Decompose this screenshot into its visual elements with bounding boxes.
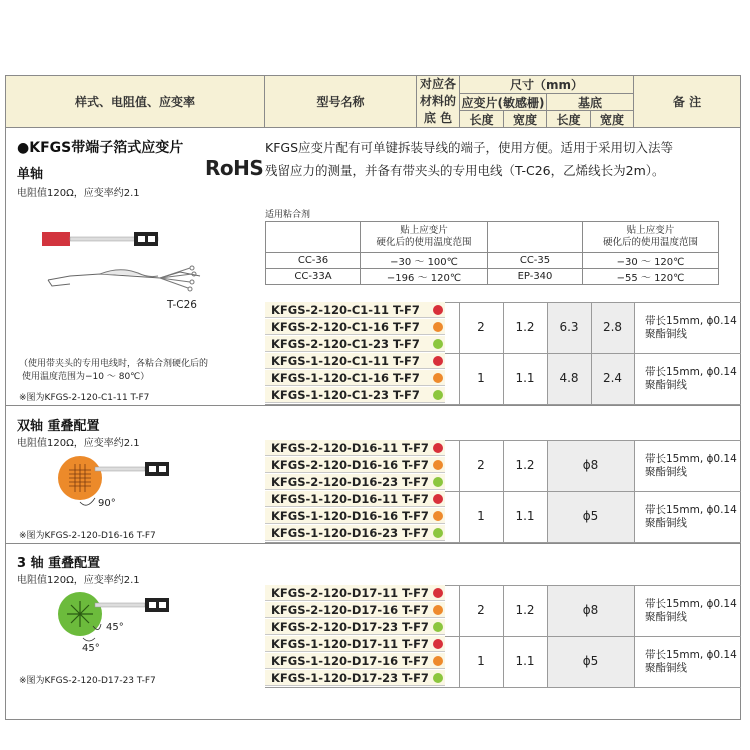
base-diameter-value: ϕ8 — [582, 602, 599, 617]
material-color-dot — [433, 356, 443, 366]
adhesive-range: −196 ～ 120℃ — [361, 269, 488, 285]
header-style — [5, 75, 265, 128]
group-column-line — [634, 636, 635, 687]
adhesive-head-2 — [583, 222, 719, 253]
model-row: KFGS-2-120-C1-23 T-F7 — [265, 336, 445, 352]
material-color-dot — [433, 443, 443, 453]
model-row: KFGS-2-120-D16-11 T-F7 — [265, 440, 445, 456]
section3-sub: 3 轴 重叠配置 — [17, 556, 101, 571]
section-divider — [5, 405, 741, 406]
gauge-width-value: 1.2 — [515, 602, 535, 617]
material-color-dot — [433, 322, 443, 332]
model-row: KFGS-2-120-C1-11 T-F7 — [265, 302, 445, 318]
gauge-length-value: 1 — [477, 370, 485, 385]
adhesive-blank-1 — [266, 222, 361, 253]
header-base-length — [546, 110, 591, 128]
uniaxial-gauge-illustration — [30, 218, 230, 308]
material-color-dot — [433, 605, 443, 615]
cable-label: T-C26 — [167, 299, 197, 311]
adhesive-row — [266, 253, 719, 269]
terminal-hole — [149, 466, 156, 472]
model-row: KFGS-1-120-C1-23 T-F7 — [265, 387, 445, 403]
adhesive-head-2-line2: 硬化后的使用温度范围 — [602, 237, 698, 248]
gauge-width-value: 1.1 — [515, 508, 535, 523]
wire-end — [192, 272, 196, 276]
remark-line-1: 带长15mm, ϕ0.14 — [645, 314, 737, 327]
model-row: KFGS-2-120-C1-16 T-F7 — [265, 319, 445, 335]
base-length-value: 4.8 — [559, 370, 579, 385]
remark-line-1: 带长15mm, ϕ0.14 — [645, 597, 737, 610]
section2-sub: 双轴 重叠配置 — [17, 419, 100, 434]
remark-line-1: 带长15mm, ϕ0.14 — [645, 452, 737, 465]
remark-line-2: 聚酯铜线 — [645, 516, 687, 529]
model-row: KFGS-2-120-D16-23 T-F7 — [265, 474, 445, 490]
terminal-hole — [159, 466, 166, 472]
remark-line-1: 带长15mm, ϕ0.14 — [645, 503, 737, 516]
model-row: KFGS-1-120-D17-16 T-F7 — [265, 653, 445, 669]
material-color-dot — [433, 622, 443, 632]
gauge-width-value: 1.2 — [515, 319, 535, 334]
adhesive-range: −30 ～ 120℃ — [583, 253, 719, 269]
base-diameter-value: ϕ5 — [582, 508, 599, 523]
model-row: KFGS-1-120-D16-11 T-F7 — [265, 491, 445, 507]
material-color-dot — [433, 588, 443, 598]
wire-end — [188, 287, 192, 291]
material-color-dot — [433, 673, 443, 683]
gauge-terminal-hole — [148, 236, 155, 242]
wire-end — [190, 280, 194, 284]
section-divider — [5, 543, 741, 544]
terminal-hole — [159, 602, 166, 608]
header-material-2: 材料的 — [419, 94, 456, 108]
header-base — [546, 93, 634, 111]
adhesive-head-1-line2: 硬化后的使用温度范围 — [376, 237, 472, 248]
header-material-3: 底 色 — [423, 111, 453, 125]
triaxial-gauge-illustration — [55, 586, 195, 656]
adhesive-range: −55 ～ 120℃ — [583, 269, 719, 285]
section2-spec: 电阻值120Ω，应变率约2.1 — [17, 438, 140, 449]
triaxial-angle-label-1: 45° — [106, 622, 124, 633]
biaxial-angle-label: 90° — [98, 498, 116, 509]
adhesive-head-1 — [361, 222, 488, 253]
material-color-dot — [433, 373, 443, 383]
section1-desc-1: KFGS应变片配有可单键拆装导线的端子，使用方便。适用于采用切入法等 — [265, 140, 674, 155]
cable-wires — [160, 268, 192, 288]
remark-line-2: 聚酯铜线 — [645, 610, 687, 623]
model-row: KFGS-1-120-D16-23 T-F7 — [265, 525, 445, 541]
section1-sub: 单轴 — [17, 167, 44, 182]
base-width-value: 2.4 — [602, 370, 623, 385]
remark-line-2: 聚酯铜线 — [645, 465, 687, 478]
model-row: KFGS-1-120-C1-11 T-F7 — [265, 353, 445, 369]
gauge-length-value: 1 — [477, 508, 485, 523]
section1-spec: 电阻值120Ω，应变率约2.1 — [17, 188, 140, 199]
material-color-dot — [433, 494, 443, 504]
adhesive-label: 适用粘合剂 — [265, 210, 311, 220]
adhesive-head-2-line1: 贴上应变片 — [626, 225, 675, 236]
section3-spec: 电阻值120Ω，应变率约2.1 — [17, 575, 140, 586]
header-base-length-label: 长度 — [556, 112, 581, 127]
rohs-mark: RoHS — [205, 156, 264, 180]
material-color-dot — [433, 511, 443, 521]
material-color-dot — [433, 656, 443, 666]
gauge-red-pad — [42, 232, 70, 246]
model-row: KFGS-2-120-D16-16 T-F7 — [265, 457, 445, 473]
section3-figure: ※图为KFGS-2-120-D17-23 T-F7 — [19, 676, 156, 686]
adhesive-name: CC-36 — [266, 253, 361, 269]
material-color-dot — [433, 639, 443, 649]
group-column-line — [634, 440, 635, 491]
group-column-line — [634, 491, 635, 542]
header-model-label: 型号名称 — [316, 95, 365, 109]
base-width-value: 2.8 — [602, 319, 623, 334]
material-color-dot — [433, 477, 443, 487]
adhesive-table — [265, 221, 719, 285]
gauge-width-value: 1.2 — [515, 457, 535, 472]
gauge-length-value: 2 — [477, 457, 485, 472]
material-color-dot — [433, 528, 443, 538]
gauge-length-value: 2 — [477, 319, 485, 334]
header-base-width — [590, 110, 634, 128]
group-bottom-line — [265, 404, 741, 405]
group-column-line — [634, 302, 635, 353]
group-bottom-line — [265, 542, 741, 543]
header-note — [633, 75, 741, 128]
header-gauge-label: 应变片(敏感栅) — [461, 95, 545, 110]
model-row: KFGS-2-120-D17-11 T-F7 — [265, 585, 445, 601]
header-gauge-length-label: 长度 — [469, 112, 494, 127]
header-style-label: 样式、电阻值、应变率 — [74, 95, 195, 109]
model-row: KFGS-1-120-D17-11 T-F7 — [265, 636, 445, 652]
remark-line-2: 聚酯铜线 — [645, 327, 687, 340]
biaxial-lead — [95, 467, 145, 471]
header-material — [416, 75, 460, 128]
adhesive-range: −30 ～ 100℃ — [361, 253, 488, 269]
adhesive-name: CC-35 — [488, 253, 583, 269]
adhesive-name: CC-33A — [266, 269, 361, 285]
material-color-dot — [433, 339, 443, 349]
group-column-line — [634, 353, 635, 404]
terminal-hole — [149, 602, 156, 608]
adhesive-blank-2 — [488, 222, 583, 253]
model-row: KFGS-1-120-C1-16 T-F7 — [265, 370, 445, 386]
header-gauge-length — [459, 110, 504, 128]
base-diameter-value: ϕ5 — [582, 653, 599, 668]
adhesive-name: EP-340 — [488, 269, 583, 285]
material-color-dot — [433, 460, 443, 470]
section1-note-1: （使用带夹头的专用电线时，各粘合剂硬化后的 — [19, 359, 209, 369]
model-row: KFGS-2-120-D17-16 T-F7 — [265, 602, 445, 618]
material-color-dot — [433, 305, 443, 315]
model-row: KFGS-2-120-D17-23 T-F7 — [265, 619, 445, 635]
triaxial-angle-label-2: 45° — [82, 643, 100, 654]
group-bottom-line — [265, 687, 741, 688]
adhesive-head-1-line1: 贴上应变片 — [400, 225, 448, 236]
header-note-label: 备 注 — [672, 95, 702, 109]
header-gauge — [459, 93, 547, 111]
remark-line-2: 聚酯铜线 — [645, 378, 687, 391]
model-row: KFGS-1-120-D17-23 T-F7 — [265, 670, 445, 686]
header-model — [264, 75, 417, 128]
section1-title: ●KFGS带端子箔式应变片 — [17, 140, 184, 156]
group-column-line — [634, 585, 635, 636]
header-size — [459, 75, 634, 94]
wire-end — [190, 266, 194, 270]
header-size-label: 尺寸（mm） — [509, 78, 583, 92]
section1-note-2: 使用温度范围为−10 ～ 80℃） — [22, 372, 150, 382]
gauge-terminal-hole — [138, 236, 145, 242]
base-diameter-value: ϕ8 — [582, 457, 599, 472]
model-row: KFGS-1-120-D16-16 T-F7 — [265, 508, 445, 524]
base-length-value: 6.3 — [559, 319, 579, 334]
header-gauge-width-label: 宽度 — [512, 112, 537, 127]
gauge-width-value: 1.1 — [515, 653, 535, 668]
section2-figure: ※图为KFGS-2-120-D16-16 T-F7 — [19, 531, 156, 541]
header-material-1: 对应各 — [419, 77, 456, 91]
section1-figure: ※图为KFGS-2-120-C1-11 T-F7 — [19, 393, 150, 403]
header-base-label: 基底 — [577, 95, 602, 110]
header-base-width-label: 宽度 — [599, 112, 624, 127]
remark-line-2: 聚酯铜线 — [645, 661, 687, 674]
triaxial-lead — [95, 603, 145, 607]
remark-line-1: 带长15mm, ϕ0.14 — [645, 648, 737, 661]
gauge-width-value: 1.1 — [515, 370, 535, 385]
section1-desc-2: 残留应力的测量，并备有带夹头的专用电线（T-C26，乙烯线长为2m）。 — [265, 163, 665, 178]
remark-line-1: 带长15mm, ϕ0.14 — [645, 365, 737, 378]
material-color-dot — [433, 390, 443, 400]
header-gauge-width — [503, 110, 547, 128]
adhesive-row — [266, 269, 719, 285]
biaxial-gauge-illustration — [55, 450, 195, 520]
gauge-length-value: 1 — [477, 653, 485, 668]
gauge-length-value: 2 — [477, 602, 485, 617]
